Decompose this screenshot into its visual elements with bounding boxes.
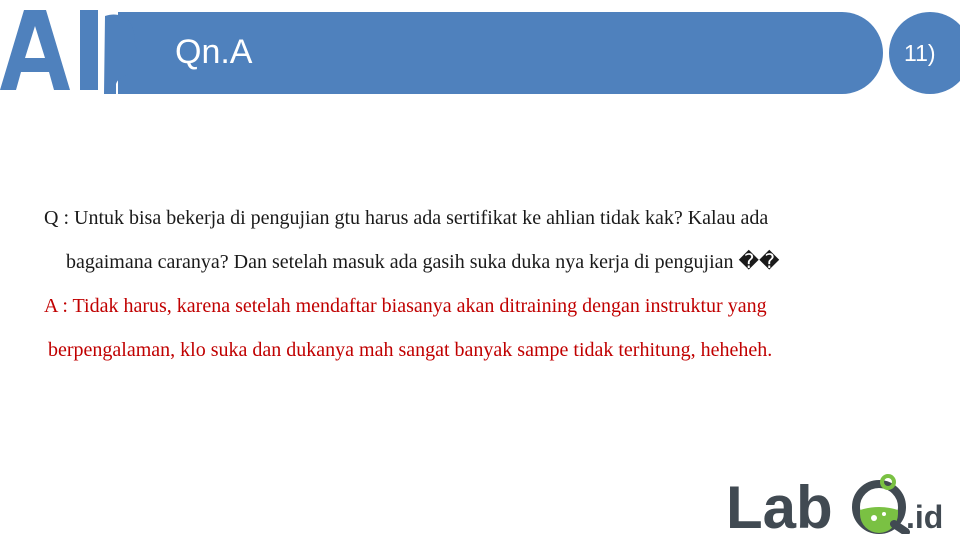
labq-logo <box>726 474 951 534</box>
page-number: 11) <box>904 40 936 66</box>
flask-q-icon <box>856 476 906 533</box>
question-line-2: bagaimana caranya? Dan setelah masuk ada gasih suka duka nya kerja di pengujian �� <box>66 251 780 273</box>
ai-logo-icon <box>0 8 140 98</box>
brand-suffix: .id <box>906 499 944 534</box>
answer-line-2: berpengalaman, klo suka dan dukanya mah sangat banyak sampe tidak terhitung, heheheh. <box>48 339 773 361</box>
qa-section <box>44 196 924 372</box>
question-line-1: Q : Untuk bisa bekerja di pengujian gtu harus ada sertifikat ke ahlian tidak kak? Kalau ada <box>44 207 769 229</box>
brand-name: Lab <box>726 474 833 534</box>
answer-line-1: A : Tidak harus, karena setelah mendaftar biasanya akan ditraining dengan instruktur yang <box>44 295 767 317</box>
page-title: Qn.A <box>175 33 253 71</box>
